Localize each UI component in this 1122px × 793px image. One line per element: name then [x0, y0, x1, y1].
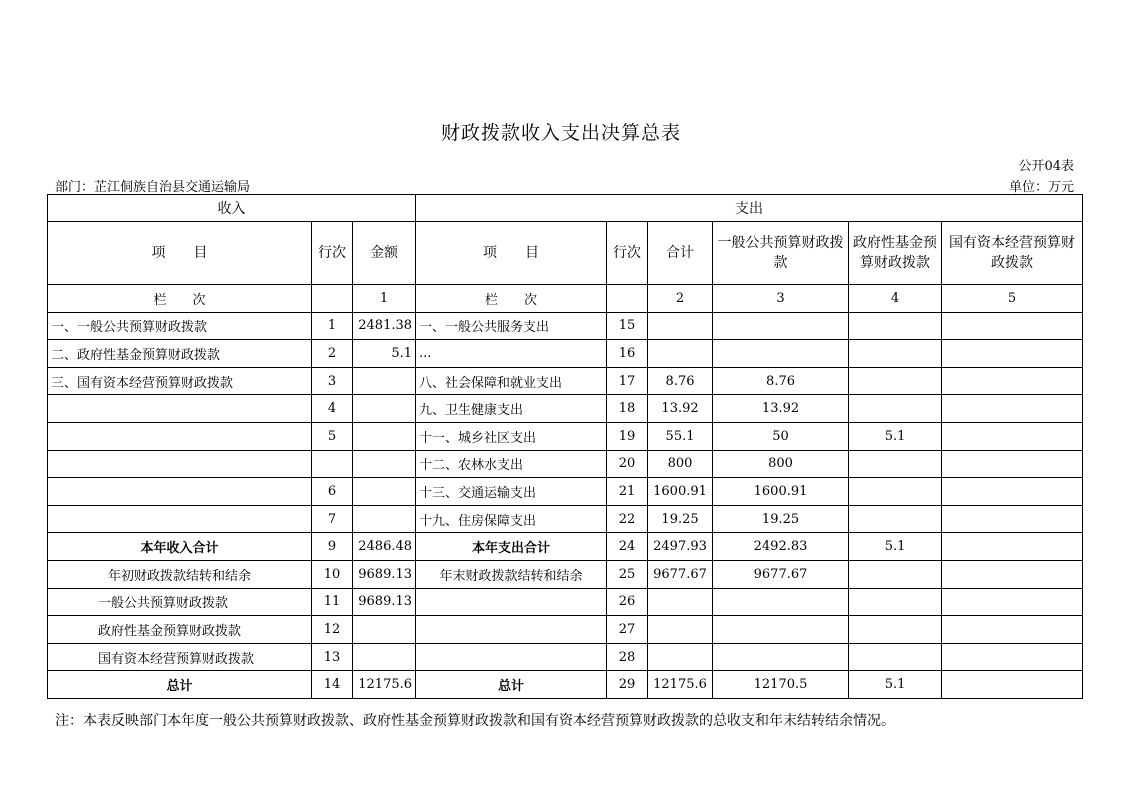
table-row	[48, 505, 1083, 533]
gov-fund-value	[849, 450, 942, 478]
income-subtotal-label: 本年收入合计	[48, 533, 312, 561]
income-item	[48, 450, 312, 478]
income-row-no: 11	[312, 588, 353, 616]
grand-total-row	[48, 671, 1083, 699]
income-amount	[353, 422, 416, 450]
expense-total: 55.1	[648, 422, 713, 450]
income-row-no: 14	[312, 671, 353, 699]
gov-fund-value	[849, 367, 942, 395]
column-number: 5	[942, 285, 1083, 313]
income-item	[48, 478, 312, 506]
income-item: 国有资本经营预算财政拨款	[48, 643, 312, 671]
income-amount: 9689.13	[353, 588, 416, 616]
income-amount	[353, 616, 416, 644]
gov-fund-value	[849, 505, 942, 533]
income-item: 二、政府性基金预算财政拨款	[48, 340, 312, 368]
expense-total	[648, 616, 713, 644]
gov-fund-value	[849, 588, 942, 616]
column-number: 4	[849, 285, 942, 313]
table-row	[48, 478, 1083, 506]
expense-item: 九、卫生健康支出	[416, 395, 607, 423]
income-amount	[353, 478, 416, 506]
income-amount	[353, 505, 416, 533]
general-budget-value: 800	[713, 450, 849, 478]
empty-cell	[312, 285, 353, 313]
column-number: 3	[713, 285, 849, 313]
header-row-column-numbers	[48, 285, 1083, 313]
table-row	[48, 588, 1083, 616]
income-amount	[353, 450, 416, 478]
income-amount: 2481.38	[353, 312, 416, 340]
gov-fund-value	[849, 478, 942, 506]
expense-row-no: 15	[607, 312, 648, 340]
general-budget-value: 2492.83	[713, 533, 849, 561]
expense-row-no: 16	[607, 340, 648, 368]
income-amount: 12175.6	[353, 671, 416, 699]
income-item: 年初财政拨款结转和结余	[48, 560, 312, 588]
expense-total: 2497.93	[648, 533, 713, 561]
expense-total: 8.76	[648, 367, 713, 395]
table-row	[48, 643, 1083, 671]
expense-total: 13.92	[648, 395, 713, 423]
expense-row-no: 26	[607, 588, 648, 616]
column-number: 2	[648, 285, 713, 313]
income-row-no: 7	[312, 505, 353, 533]
general-budget-header: 一般公共预算财政拨款	[713, 222, 849, 285]
state-capital-value	[942, 560, 1083, 588]
expense-total: 1600.91	[648, 478, 713, 506]
state-capital-value	[942, 450, 1083, 478]
state-capital-value	[942, 533, 1083, 561]
state-capital-value	[942, 312, 1083, 340]
state-capital-value	[942, 616, 1083, 644]
expense-total: 19.25	[648, 505, 713, 533]
empty-cell	[607, 285, 648, 313]
expense-column-label: 栏 次	[416, 285, 607, 313]
expense-row-no: 22	[607, 505, 648, 533]
expense-total: 800	[648, 450, 713, 478]
income-amount: 2486.48	[353, 533, 416, 561]
table-row	[48, 312, 1083, 340]
general-budget-value: 8.76	[713, 367, 849, 395]
income-amount	[353, 367, 416, 395]
general-budget-value	[713, 616, 849, 644]
income-item: 政府性基金预算财政拨款	[48, 616, 312, 644]
expense-row-no: 21	[607, 478, 648, 506]
state-capital-value	[942, 478, 1083, 506]
expense-subtotal-label: 本年支出合计	[416, 533, 607, 561]
gov-fund-value	[849, 560, 942, 588]
page-title: 财政拨款收入支出决算总表	[440, 122, 681, 144]
income-row-no-header: 行次	[312, 222, 353, 285]
expense-total	[648, 643, 713, 671]
gov-fund-header: 政府性基金预算财政拨款	[849, 222, 942, 285]
general-budget-value: 13.92	[713, 395, 849, 423]
expense-grand-total-label: 总计	[416, 671, 607, 699]
subtotal-row	[48, 533, 1083, 561]
income-column-label: 栏 次	[48, 285, 312, 313]
general-budget-value	[713, 340, 849, 368]
income-row-no: 6	[312, 478, 353, 506]
income-item-header: 项 目	[48, 222, 312, 285]
state-capital-value	[942, 505, 1083, 533]
general-budget-value: 1600.91	[713, 478, 849, 506]
state-capital-value	[942, 588, 1083, 616]
expense-row-no: 19	[607, 422, 648, 450]
income-row-no: 3	[312, 367, 353, 395]
gov-fund-value	[849, 340, 942, 368]
income-amount: 5.1	[353, 340, 416, 368]
column-number: 1	[353, 285, 416, 313]
state-capital-header: 国有资本经营预算财政拨款	[942, 222, 1083, 285]
gov-fund-value	[849, 616, 942, 644]
expense-total: 12175.6	[648, 671, 713, 699]
general-budget-value: 50	[713, 422, 849, 450]
budget-table	[47, 194, 1083, 699]
income-amount	[353, 643, 416, 671]
income-grand-total-label: 总计	[48, 671, 312, 699]
expense-item: 十九、住房保障支出	[416, 505, 607, 533]
expense-total	[648, 340, 713, 368]
income-item	[48, 395, 312, 423]
general-budget-value	[713, 312, 849, 340]
income-row-no: 5	[312, 422, 353, 450]
income-row-no: 10	[312, 560, 353, 588]
general-budget-value	[713, 643, 849, 671]
income-item	[48, 505, 312, 533]
table-row	[48, 395, 1083, 423]
expense-item: 十二、农林水支出	[416, 450, 607, 478]
expense-item	[416, 588, 607, 616]
state-capital-value	[942, 395, 1083, 423]
table-row	[48, 450, 1083, 478]
income-item: 三、国有资本经营预算财政拨款	[48, 367, 312, 395]
income-amount: 9689.13	[353, 560, 416, 588]
expense-row-no: 17	[607, 367, 648, 395]
expense-row-no: 25	[607, 560, 648, 588]
table-row	[48, 340, 1083, 368]
expense-total	[648, 312, 713, 340]
income-amount	[353, 395, 416, 423]
income-item	[48, 422, 312, 450]
expense-row-no: 27	[607, 616, 648, 644]
expense-total	[648, 588, 713, 616]
department-label: 部门：芷江侗族自治县交通运输局	[55, 180, 251, 195]
expense-item: 一、一般公共服务支出	[416, 312, 607, 340]
income-row-no	[312, 450, 353, 478]
expense-item: 十一、城乡社区支出	[416, 422, 607, 450]
expense-row-no: 28	[607, 643, 648, 671]
income-row-no: 12	[312, 616, 353, 644]
gov-fund-value	[849, 312, 942, 340]
income-item: 一般公共预算财政拨款	[48, 588, 312, 616]
expense-item-header: 项 目	[416, 222, 607, 285]
general-budget-value: 19.25	[713, 505, 849, 533]
income-row-no: 1	[312, 312, 353, 340]
expense-row-no: 18	[607, 395, 648, 423]
state-capital-value	[942, 422, 1083, 450]
income-row-no: 2	[312, 340, 353, 368]
income-item: 一、一般公共预算财政拨款	[48, 312, 312, 340]
expense-row-no-header: 行次	[607, 222, 648, 285]
state-capital-value	[942, 340, 1083, 368]
expense-item	[416, 616, 607, 644]
expense-row-no: 20	[607, 450, 648, 478]
income-row-no: 9	[312, 533, 353, 561]
income-row-no: 13	[312, 643, 353, 671]
general-budget-value: 12170.5	[713, 671, 849, 699]
table-row	[48, 616, 1083, 644]
table-row	[48, 367, 1083, 395]
state-capital-value	[942, 367, 1083, 395]
gov-fund-value: 5.1	[849, 671, 942, 699]
unit-label: 单位：万元	[1008, 180, 1074, 195]
gov-fund-value	[849, 643, 942, 671]
header-row-sections	[48, 195, 1083, 222]
state-capital-value	[942, 643, 1083, 671]
expense-item: ...	[416, 340, 607, 368]
gov-fund-value: 5.1	[849, 422, 942, 450]
expense-row-no: 29	[607, 671, 648, 699]
form-number: 公开04表	[1018, 159, 1074, 174]
expense-item: 八、社会保障和就业支出	[416, 367, 607, 395]
expense-header: 支出	[416, 195, 1083, 222]
expense-row-no: 24	[607, 533, 648, 561]
gov-fund-value: 5.1	[849, 533, 942, 561]
income-header: 收入	[48, 195, 416, 222]
table-row	[48, 560, 1083, 588]
expense-item: 年末财政拨款结转和结余	[416, 560, 607, 588]
expense-total: 9677.67	[648, 560, 713, 588]
total-header: 合计	[648, 222, 713, 285]
table-row	[48, 422, 1083, 450]
general-budget-value	[713, 588, 849, 616]
general-budget-value: 9677.67	[713, 560, 849, 588]
footnote: 注：本表反映部门本年度一般公共预算财政拨款、政府性基金预算财政拨款和国有资本经营预算财政拨款的总收支和年末结转结余情况。	[55, 713, 895, 729]
expense-item	[416, 643, 607, 671]
income-row-no: 4	[312, 395, 353, 423]
income-amount-header: 金额	[353, 222, 416, 285]
expense-item: 十三、交通运输支出	[416, 478, 607, 506]
gov-fund-value	[849, 395, 942, 423]
header-row-columns	[48, 222, 1083, 285]
state-capital-value	[942, 671, 1083, 699]
